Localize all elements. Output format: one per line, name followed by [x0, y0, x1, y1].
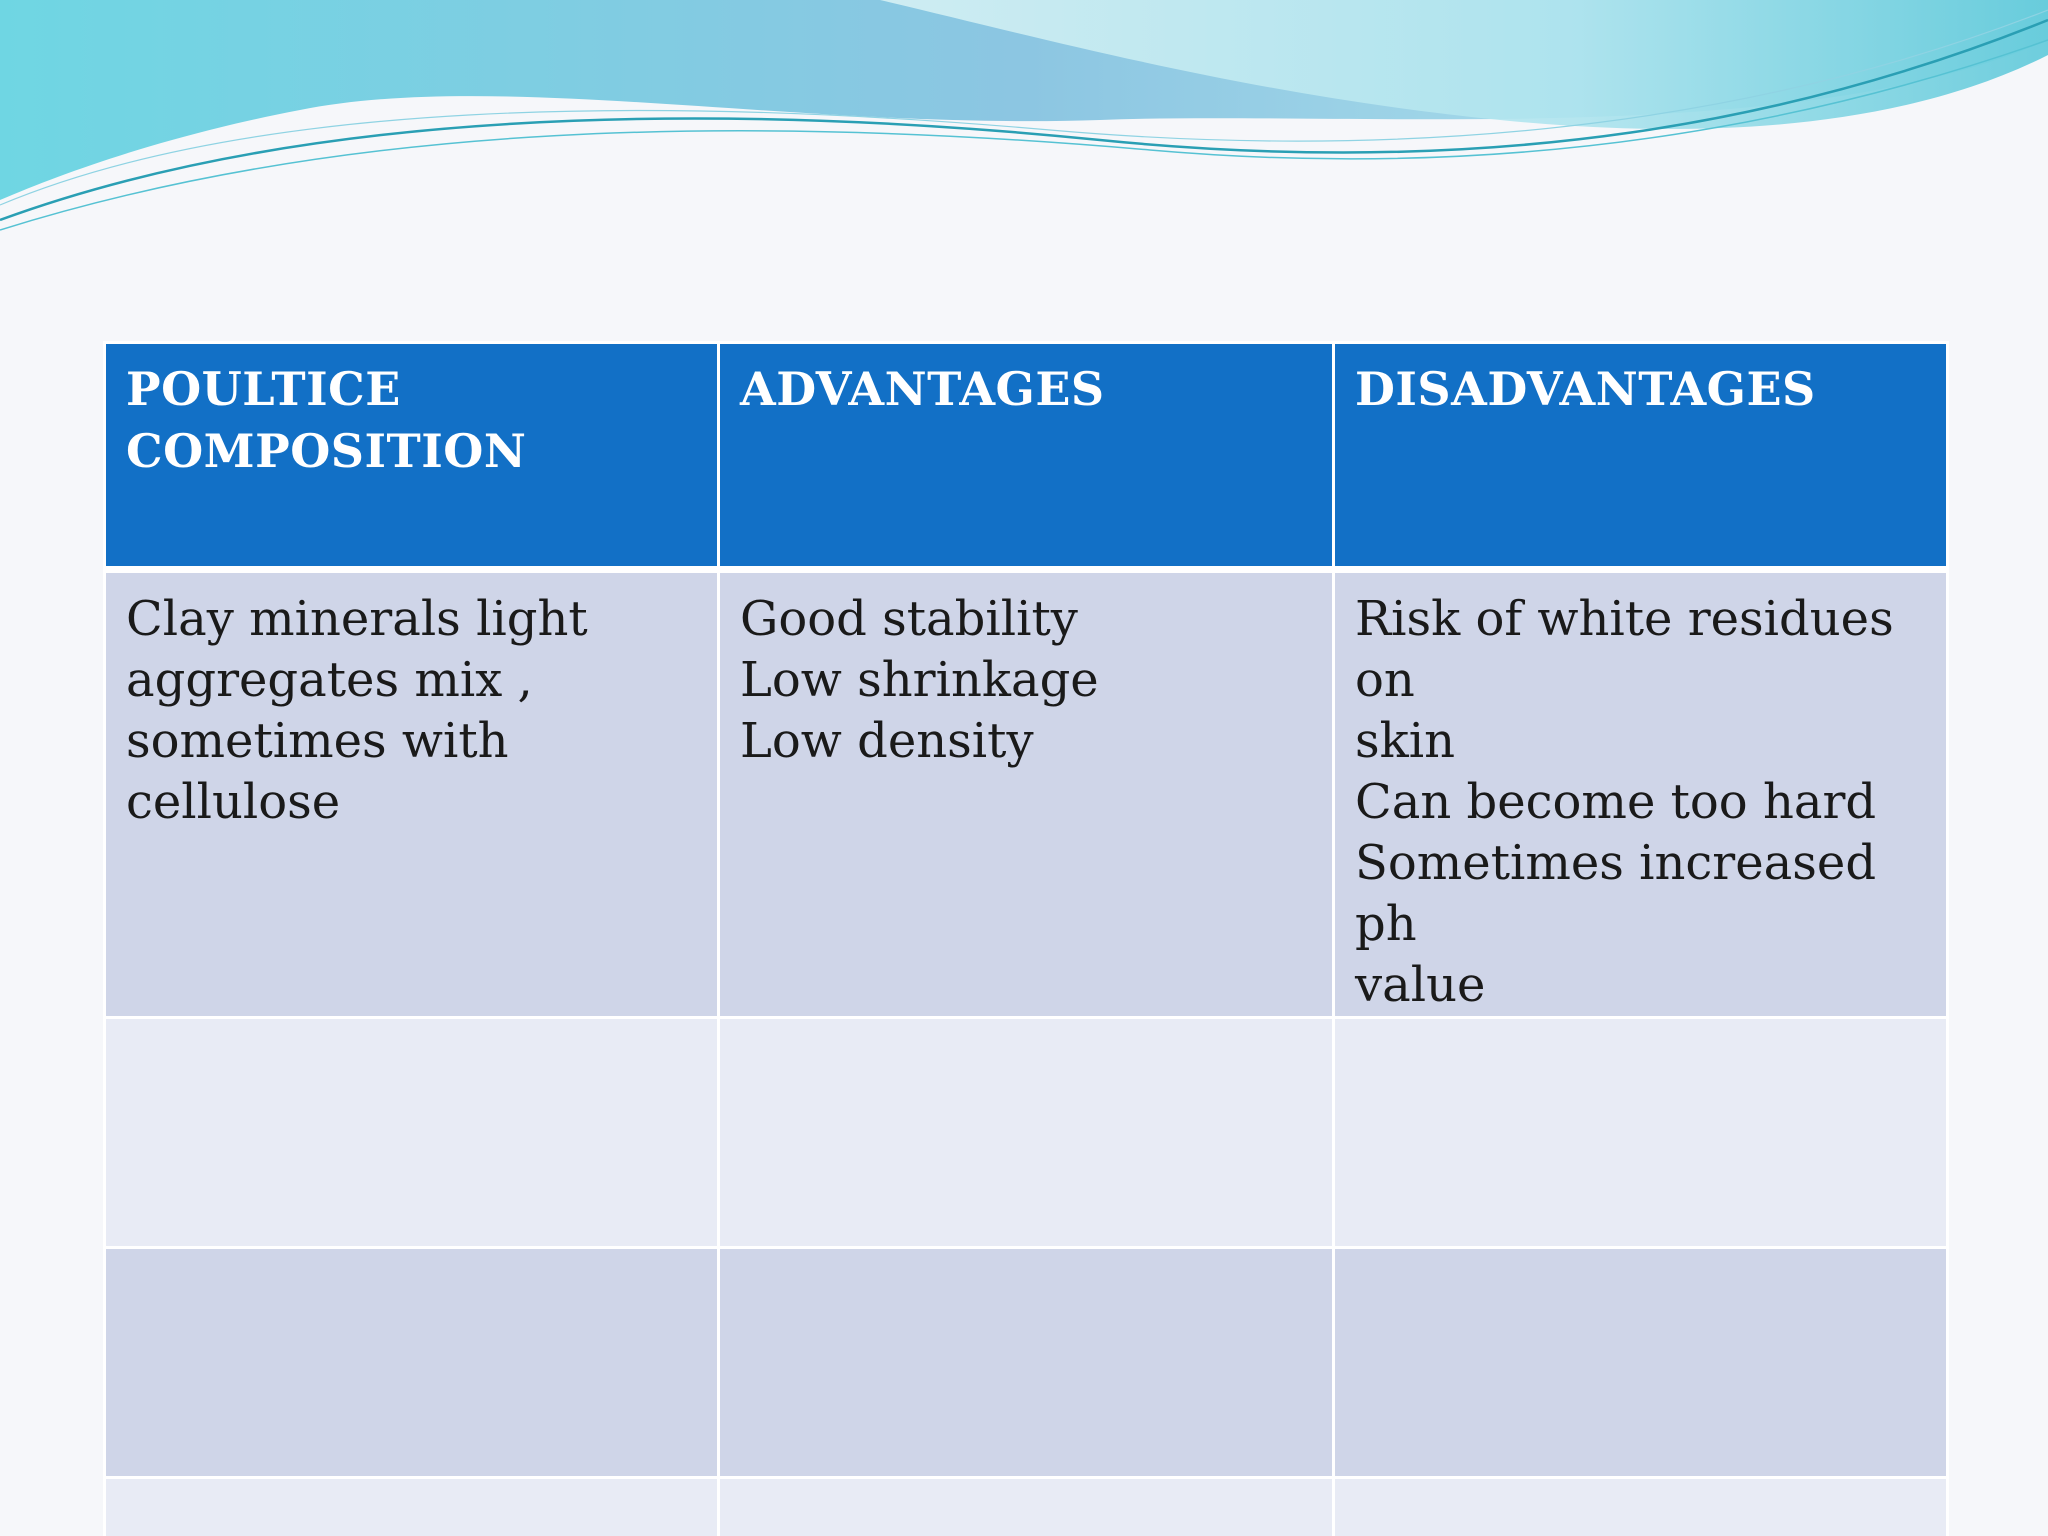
- table-row: [105, 1478, 1948, 1536]
- cell-disadvantages: [1334, 1018, 1948, 1248]
- cell-line: Can become too hard: [1355, 774, 1877, 830]
- cell-disadvantages: [1334, 1248, 1948, 1478]
- cell-line: Good stability: [740, 591, 1078, 647]
- cell-composition: [105, 1018, 719, 1248]
- cell-line: Low shrinkage: [740, 652, 1099, 708]
- cell-line: Low density: [740, 713, 1034, 769]
- table-row: [105, 1248, 1948, 1478]
- cell-advantages: [719, 1018, 1334, 1248]
- cell-line: Clay minerals light: [126, 591, 588, 647]
- cell-line: sometimes with cellulose: [126, 713, 509, 830]
- cell-disadvantages: [1334, 570, 1948, 1018]
- cell-advantages: [719, 1248, 1334, 1478]
- table-header-row: [105, 343, 1948, 570]
- cell-line: aggregates mix ,: [126, 652, 533, 708]
- cell-line: Risk of white residues on: [1355, 591, 1894, 708]
- cell-disadvantages: [1334, 1478, 1948, 1536]
- cell-line: Sometimes increased ph: [1355, 835, 1877, 952]
- cell-composition: [105, 1248, 719, 1478]
- header-advantages: ADVANTAGES: [719, 343, 1334, 570]
- table-row: [105, 570, 1948, 1018]
- cell-line: skin: [1355, 713, 1455, 769]
- cell-composition: [105, 570, 719, 1018]
- header-disadvantages: DISADVANTAGES: [1334, 343, 1948, 570]
- poultice-table: [103, 341, 1949, 1536]
- header-composition: POULTICE COMPOSITION: [105, 343, 719, 570]
- cell-advantages: [719, 570, 1334, 1018]
- table-row: [105, 1018, 1948, 1248]
- cell-advantages: [719, 1478, 1334, 1536]
- cell-composition: [105, 1478, 719, 1536]
- decorative-wave-banner: [0, 0, 2048, 260]
- cell-line: value: [1355, 957, 1486, 1013]
